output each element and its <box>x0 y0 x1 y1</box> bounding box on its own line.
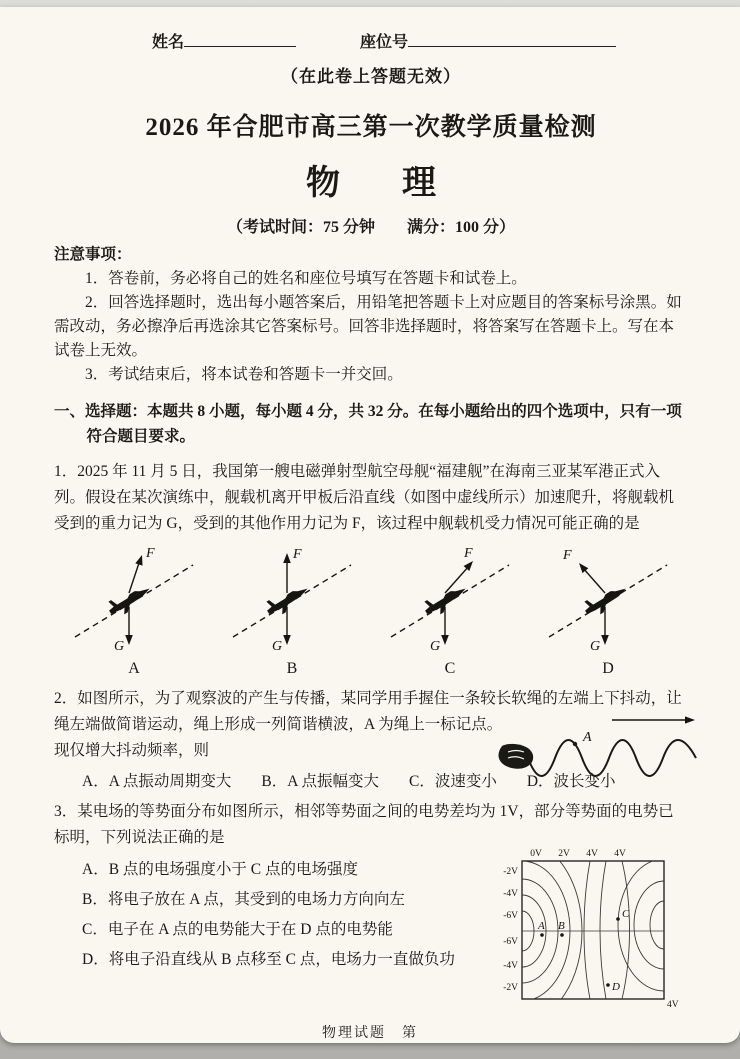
bottom-label-4v: 4V <box>667 1000 679 1010</box>
q3-figure <box>492 845 688 1018</box>
q3-block <box>54 799 688 1018</box>
q1-figures-row <box>54 537 688 678</box>
direction-arrowhead <box>685 716 695 723</box>
q1-choice-letter-a: A <box>128 660 140 677</box>
force-g-arrowhead <box>441 635 449 645</box>
invalid-note: （在此卷上答题无效） <box>281 67 461 86</box>
q1-figure-a <box>68 541 200 678</box>
q3-stem: 3．某电场的等势面分布如图所示，相邻等势面之间的电势差均为 1V，部分等势面的电势已标明，下列说法正确的是 <box>54 803 674 846</box>
q2-option-b: B．A 点振幅变大 <box>261 773 379 790</box>
seat-field <box>360 29 616 52</box>
left-label-5: -4V <box>503 961 518 971</box>
force-f-arrow <box>129 560 140 593</box>
force-f-arrowhead <box>283 553 291 563</box>
force-f-label: F <box>146 546 155 561</box>
q1-stem: 1．2025 年 11 月 5 日，我国第一艘电磁弹射型航空母舰“福建舰”在海南三亚某军港正式入列。假设在某次演练中，舰载机离开甲板后沿直线（如图中虚线所示）加速爬升，将舰载机受到的重力记为 G，受到的其他作用力记为 F，该过程中舰载机受力情况可能正确的是 <box>54 463 675 532</box>
point-c-dot <box>616 917 620 921</box>
q1-figure-b <box>226 541 358 678</box>
q1-choice-letter-d: D <box>602 660 614 677</box>
exam-info: （考试时间：75 分钟 满分：100 分） <box>226 219 515 236</box>
point-c-label: C <box>622 908 630 920</box>
seat-blank-line <box>408 32 616 47</box>
force-f-arrow <box>583 568 605 593</box>
q3-option-b: B．将电子放在 A 点，其受到的电场力方向向左 <box>82 891 405 908</box>
q2-block <box>54 686 688 791</box>
q2-option-c: C．波速变小 <box>408 773 497 790</box>
point-d-label: D <box>612 981 620 993</box>
subject-title: 物 理 <box>306 165 450 202</box>
notice-heading: 注意事项： <box>54 246 132 263</box>
q1-choice-letter-b: B <box>286 660 298 677</box>
jet-diagram-d <box>543 541 673 655</box>
name-blank-line <box>184 32 296 47</box>
force-g-label: G <box>430 639 441 654</box>
force-g-label: G <box>114 639 125 654</box>
header-fill-row <box>54 29 688 52</box>
q2-option-d: D．波长变小 <box>526 773 616 790</box>
left-label-2: -4V <box>503 889 518 899</box>
wave-point-label: A <box>583 730 592 745</box>
left-label-4: -6V <box>503 937 518 947</box>
q1-figure-c <box>384 541 516 678</box>
q2-stem-line3: 现仅增大抖动频率，则 <box>54 742 210 759</box>
q2-stem-line2: 绳左端做简谐运动，绳上形成一列简谐横波，A 为绳上一标记点。 <box>54 716 503 733</box>
force-f-arrowhead <box>135 554 145 566</box>
force-g-arrowhead <box>283 635 291 645</box>
left-label-1: -2V <box>503 867 518 877</box>
footer-text: 物理试题 第 <box>322 1026 418 1041</box>
jet-diagram-a <box>69 541 199 655</box>
q3-options <box>54 851 492 1018</box>
force-g-arrowhead <box>125 635 133 645</box>
wave-point-dot <box>573 742 577 746</box>
equipotential-diagram <box>492 845 688 1013</box>
exam-paper <box>0 7 740 1043</box>
left-label-3: -6V <box>503 911 518 921</box>
notice-block <box>54 243 688 387</box>
force-f-label: F <box>293 547 302 562</box>
notice-item-1: 1．答卷前，务必将自己的姓名和座位号填写在答题卡和试卷上。 <box>85 270 527 287</box>
force-g-label: G <box>272 639 283 654</box>
point-a-dot <box>540 933 544 937</box>
jet-diagram-b <box>227 541 357 655</box>
top-label-2v: 2V <box>558 849 570 859</box>
point-b-label: B <box>558 920 565 932</box>
rope-wave-curve <box>528 740 696 776</box>
force-g-arrowhead <box>601 635 609 645</box>
notice-item-2: 2．回答选择题时，选出每小题答案后，用铅笔把答题卡上对应题目的答案标号涂黑。如需改动，务必擦净后再选涂其它答案标号。回答非选择题时，将答案写在答题卡上。写在本试卷上无效。 <box>54 294 682 359</box>
force-g-label: G <box>590 639 601 654</box>
q2-option-a: A．A 点振动周期变大 <box>82 773 232 790</box>
notice-item-3: 3．考试结束后，将本试卷和答题卡一并交回。 <box>85 366 403 383</box>
force-f-arrow <box>445 566 469 593</box>
q3-option-d: D．将电子沿直线从 B 点移至 C 点，电场力一直做负功 <box>82 951 455 968</box>
seat-label: 座位号 <box>360 34 409 51</box>
q1-figure-d <box>542 541 674 678</box>
top-label-4v-1: 4V <box>586 849 598 859</box>
q2-stem-line1: 2．如图所示，为了观察波的产生与传播，某同学用手握住一条较长软绳的左端上下抖动，让 <box>54 690 682 707</box>
section-heading: 一、选择题：本题共 8 小题，每小题 4 分，共 32 分。在每小题给出的四个选项中，只有一项符合题目要求。 <box>54 403 682 445</box>
q3-option-a: A．B 点的电场强度小于 C 点的电场强度 <box>82 861 358 878</box>
q3-option-c: C．电子在 A 点的电势能大于在 D 点的电势能 <box>82 921 393 938</box>
force-f-label: F <box>464 546 473 561</box>
top-label-4v-2: 4V <box>614 849 626 859</box>
point-a-label: A <box>538 920 545 932</box>
exam-title: 2026 年合肥市高三第一次教学质量检测 <box>145 114 597 141</box>
point-b-dot <box>560 933 564 937</box>
top-label-0v: 0V <box>530 849 542 859</box>
q1-choice-letter-c: C <box>444 660 456 677</box>
name-label: 姓名 <box>152 34 185 51</box>
name-field <box>152 29 296 52</box>
left-label-6: -2V <box>503 983 518 993</box>
force-f-label: F <box>563 548 572 563</box>
wave-figure <box>496 708 704 798</box>
point-d-dot <box>606 983 610 987</box>
jet-diagram-c <box>385 541 515 655</box>
